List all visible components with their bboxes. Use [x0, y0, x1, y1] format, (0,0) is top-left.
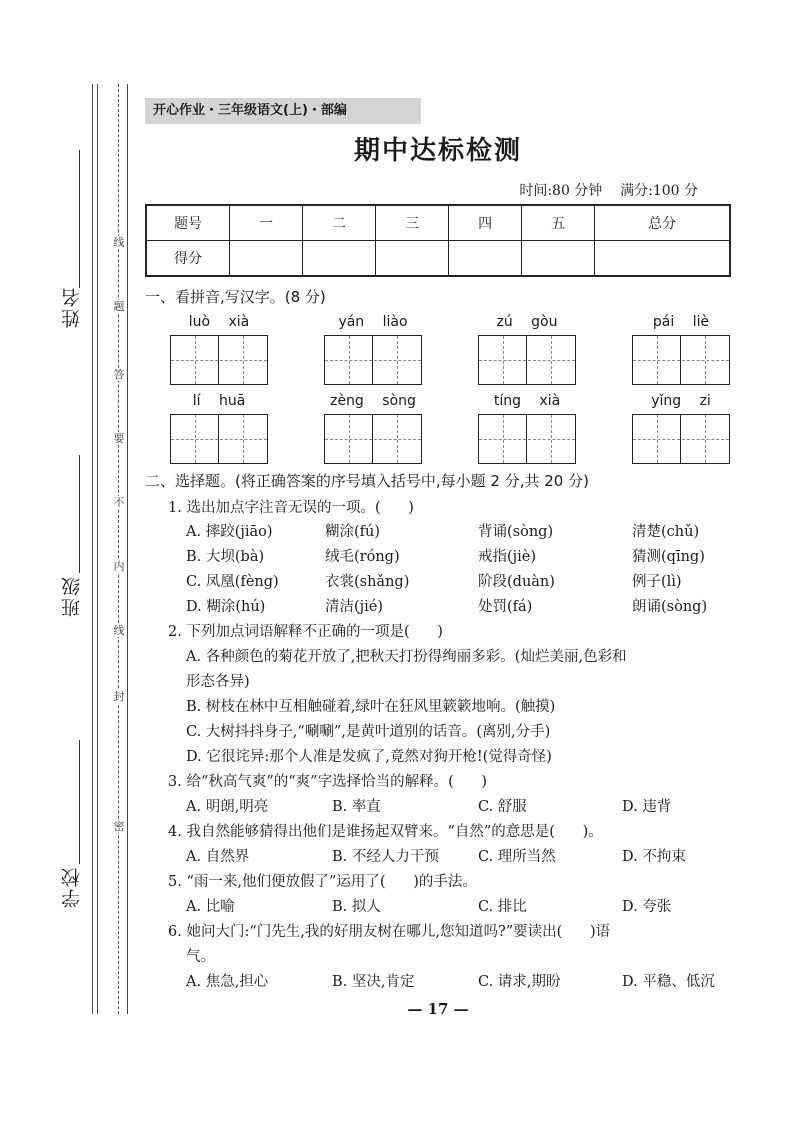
option-item: 猜测(qīng): [632, 549, 705, 565]
option-item: 阶段(duàn): [478, 574, 555, 590]
table-cell: 五: [522, 205, 595, 241]
option-item: 处罚(fá): [478, 599, 533, 615]
name-label: 姓名: [61, 286, 83, 328]
option-item: C. 大树抖抖身子,“唰唰”,是黄叶道别的话音。(离别,分手): [186, 724, 551, 740]
time-info: 时间:80 分钟 满分:100 分: [519, 183, 698, 199]
option-item: A. 焦急,担心: [186, 974, 269, 990]
question-5: 5. “雨一来,他们便放假了”运用了( )的手法。: [168, 874, 477, 890]
pinyin-label: yǐng zi: [651, 393, 711, 409]
table-cell: 一: [230, 205, 303, 241]
pinyin-label: pái liè: [652, 314, 710, 330]
seal-char: 答: [113, 368, 125, 381]
option-item: 衣裳(shǎng): [325, 574, 410, 590]
table-cell: 题号: [146, 205, 230, 241]
option-item: B. 坚决,肯定: [332, 974, 415, 990]
seal-char: 内: [113, 560, 125, 573]
writing-grid[interactable]: [632, 414, 730, 464]
option-item: D. 夸张: [622, 899, 672, 915]
option-item: 戒指(jiè): [478, 549, 537, 565]
option-item: D. 糊涂(hú): [186, 599, 266, 615]
section1-title: 一、看拼音,写汉字。(8 分): [145, 288, 326, 306]
option-item: A. 比喻: [186, 899, 235, 915]
option-item: C. 请求,期盼: [478, 974, 561, 990]
option-item: A. 摔跤(jiāo): [186, 524, 273, 540]
writing-grid[interactable]: [478, 335, 576, 385]
question-6: 6. 她问大门:“门先生,我的好朋友树在哪儿,您知道吗?”要读出( )语: [168, 924, 611, 940]
option-item: D. 违背: [622, 799, 672, 815]
seal-dashed-line: [118, 84, 119, 1014]
score-cell[interactable]: [595, 241, 730, 277]
table-cell: 三: [376, 205, 449, 241]
page-number: — 17 —: [407, 1000, 469, 1018]
option-item: 清楚(chǔ): [632, 524, 700, 540]
question-6-cont: 气。: [186, 949, 215, 965]
table-cell: 总分: [595, 205, 730, 241]
school-label: 学校: [61, 866, 83, 908]
score-cell[interactable]: [376, 241, 449, 277]
table-cell: 四: [449, 205, 522, 241]
option-item: C. 理所当然: [478, 849, 556, 865]
pinyin-label: yán liào: [338, 314, 408, 330]
class-underline: [79, 455, 80, 573]
option-item: B. 拟人: [332, 899, 381, 915]
pinyin-label: zèng sòng: [330, 393, 416, 409]
score-table-header-row: [146, 205, 730, 241]
section2-title: 二、选择题。(将正确答案的序号填入括号中,每小题 2 分,共 20 分): [145, 472, 589, 490]
page-title: 期中达标检测: [353, 136, 522, 166]
option-item: D. 不拘束: [622, 849, 686, 865]
writing-grid[interactable]: [478, 414, 576, 464]
seal-char: 要: [113, 432, 125, 445]
score-cell[interactable]: [449, 241, 522, 277]
margin-line-right: [127, 84, 128, 1014]
seal-char: 不: [113, 496, 125, 509]
seal-char: 密: [113, 820, 125, 833]
option-item: 背诵(sòng): [478, 524, 554, 540]
pinyin-label: lí huā: [192, 393, 246, 409]
option-item: C. 凤凰(fèng): [186, 574, 279, 590]
option-item: A. 各种颜色的菊花开放了,把秋天打扮得绚丽多彩。(灿烂美丽,色彩和: [186, 649, 627, 665]
table-cell: 得分: [146, 241, 230, 277]
score-cell[interactable]: [303, 241, 376, 277]
question-2: 2. 下列加点词语解释不正确的一项是( ): [168, 624, 443, 640]
option-item: 清洁(jié): [325, 599, 384, 615]
option-item: A. 自然界: [186, 849, 250, 865]
question-3: 3. 给“秋高气爽”的“爽”字选择恰当的解释。( ): [168, 774, 488, 790]
option-item: 朗诵(sòng): [632, 599, 708, 615]
pinyin-label: zú gòu: [496, 314, 558, 330]
pinyin-label: tíng xià: [493, 393, 561, 409]
option-item: C. 舒服: [478, 799, 527, 815]
writing-grid[interactable]: [324, 335, 422, 385]
option-item: B. 率直: [332, 799, 381, 815]
series-header: 开心作业・三年级语文(上)・部编: [145, 98, 421, 124]
seal-char: 线: [113, 236, 125, 249]
option-item: A. 明朗,明亮: [186, 799, 269, 815]
seal-char: 线: [113, 624, 125, 637]
option-item: B. 树枝在林中互相触碰着,绿叶在狂风里簌簌地响。(触摸): [186, 699, 556, 715]
seal-char: 题: [113, 300, 125, 313]
score-cell[interactable]: [522, 241, 595, 277]
writing-grid[interactable]: [632, 335, 730, 385]
option-item: B. 大坝(bà): [186, 549, 265, 565]
table-cell: 二: [303, 205, 376, 241]
name-underline: [79, 150, 80, 288]
option-item: C. 排比: [478, 899, 527, 915]
school-underline: [79, 740, 80, 864]
seal-char: 封: [113, 690, 125, 703]
option-item: 形态各异): [186, 674, 250, 690]
writing-grid[interactable]: [324, 414, 422, 464]
writing-grid[interactable]: [170, 335, 268, 385]
option-item: 绒毛(róng): [325, 549, 400, 565]
option-item: D. 平稳、低沉: [622, 974, 715, 990]
score-cell[interactable]: [230, 241, 303, 277]
score-table: [145, 204, 731, 277]
writing-grid[interactable]: [170, 414, 268, 464]
question-4: 4. 我自然能够猜得出他们是谁扬起双臂来。“自然”的意思是( )。: [168, 824, 603, 840]
class-label: 班级: [61, 575, 83, 617]
question-1: 1. 选出加点字注音无误的一项。( ): [168, 500, 414, 516]
score-table-score-row: [146, 241, 730, 277]
option-item: 例子(lì): [632, 574, 682, 590]
option-item: 糊涂(fú): [325, 524, 381, 540]
option-item: B. 不经人力干预: [332, 849, 439, 865]
pinyin-label: luò xià: [188, 314, 250, 330]
option-item: D. 它很诧异:那个人准是发疯了,竟然对狗开枪!(觉得奇怪): [186, 749, 552, 765]
